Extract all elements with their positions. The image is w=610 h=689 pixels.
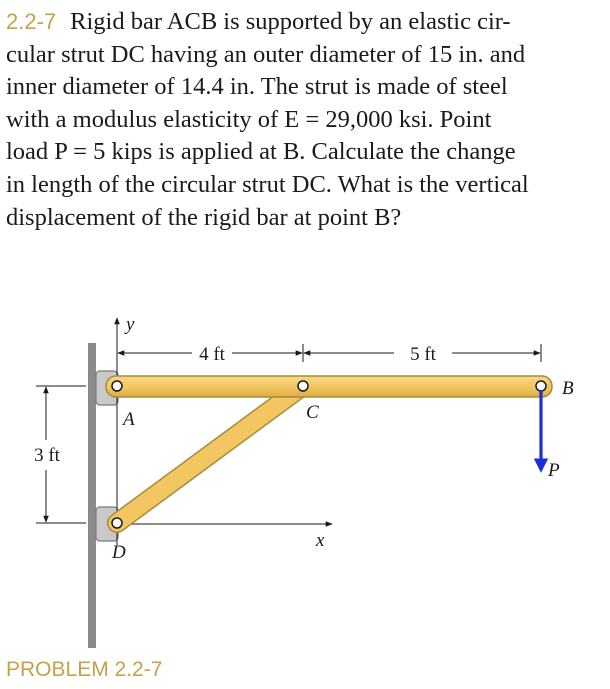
label-x: x <box>316 530 325 551</box>
statement-line-5: load P = 5 kips is applied at B. Calculate the change <box>6 138 516 166</box>
dim-cb-label: 5 ft <box>410 344 436 365</box>
structure-diagram <box>0 300 610 680</box>
dim-ac-label: 4 ft <box>199 344 225 365</box>
pin-c <box>298 381 308 391</box>
statement-line-6: in length of the circular strut DC. What is the vertical <box>6 170 529 198</box>
problem-statement <box>6 6 604 234</box>
wall <box>88 343 96 648</box>
problem-label: PROBLEM 2.2-7 <box>6 658 163 681</box>
label-y: y <box>126 314 135 335</box>
statement-line-7: displacement of the rigid bar at point B? <box>6 203 402 231</box>
statement-line-1: Rigid bar ACB is supported by an elastic cir- <box>70 8 511 35</box>
label-c: C <box>306 402 319 423</box>
label-a: A <box>123 409 135 430</box>
label-b: B <box>562 378 574 399</box>
label-d: D <box>112 542 126 563</box>
statement-line-3: inner diameter of 14.4 in. The strut is made of steel <box>6 73 508 101</box>
pin-b <box>536 381 546 391</box>
dim-height-label: 3 ft <box>34 445 60 466</box>
problem-number: 2.2-7 <box>6 9 57 34</box>
label-p: P <box>548 460 560 481</box>
rigid-bar-acb <box>106 376 552 397</box>
statement-line-2: cular strut DC having an outer diameter of 15 in. and <box>6 40 526 68</box>
pin-a <box>112 381 122 391</box>
pin-d <box>112 518 122 528</box>
statement-line-4: with a modulus elasticity of E = 29,000 ksi. Point <box>6 105 492 133</box>
strut-dc-fill <box>117 386 303 523</box>
